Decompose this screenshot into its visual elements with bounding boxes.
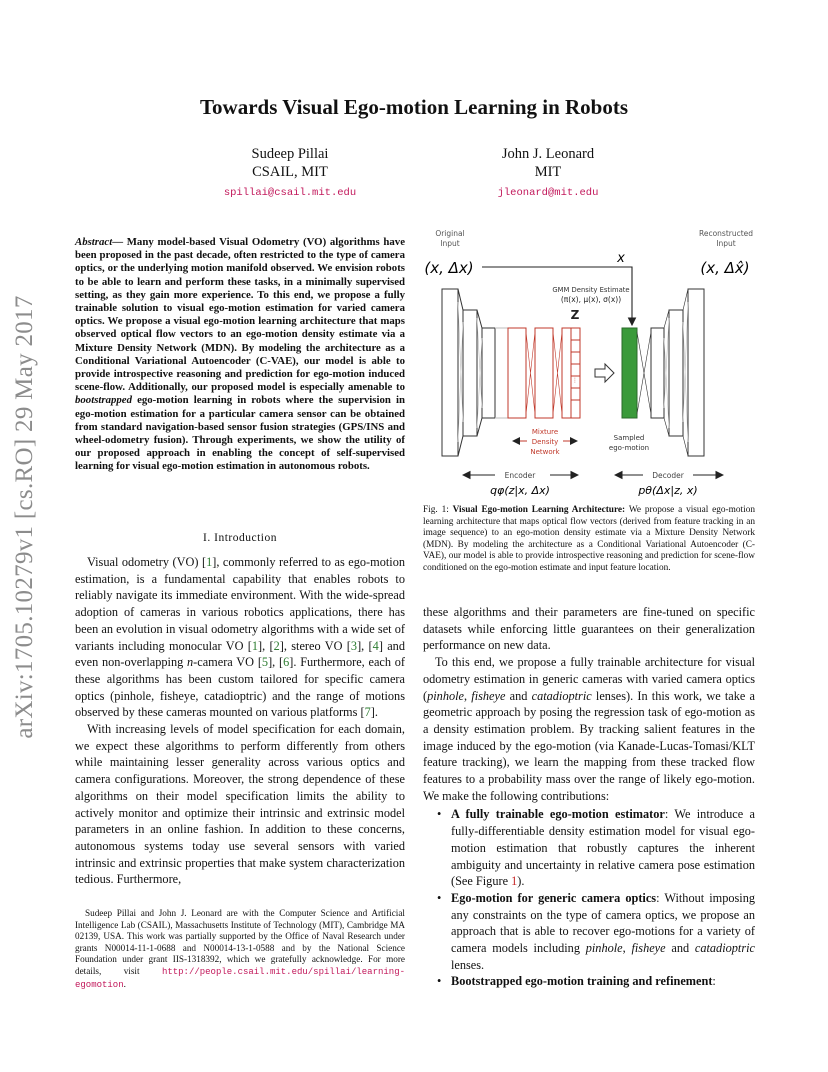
- author-block-1: [190, 145, 390, 202]
- text-run: ].: [370, 705, 378, 720]
- encoder-label: Encoder: [504, 471, 536, 480]
- citation-link[interactable]: 1: [206, 555, 213, 569]
- contributions-list: [423, 806, 755, 990]
- text-run: To this end, we propose a fully trainable architecture for visual odometry estimation in generic cameras with varied camera optics (: [423, 655, 755, 703]
- mixture-density-label: Mixture: [531, 428, 559, 436]
- figure-caption: [423, 505, 755, 575]
- footnote: [75, 908, 405, 991]
- intro-paragraph-3: these algorithms and their parameters are fine-tuned on specific datasets while enforcing little guarantees on their generalization performance on new data.: [423, 605, 755, 653]
- text-run: ]. Furthermore, each of these algorithms has been custom tailored for specific camera optics (pinhole, fisheye, catadioptric) and the range of motions observed by these cameras mounted on various platforms [: [75, 655, 406, 720]
- abstract-lead: Abstract: [75, 236, 113, 248]
- sampled-label: ego-motion: [608, 444, 650, 452]
- reconstructed-input-label: Reconstructed: [698, 229, 754, 238]
- footnote-url[interactable]: http://people.csail.mit.edu/spillai/learning-egomotion: [75, 966, 405, 990]
- abstract-emph: bootstrapped: [75, 394, 132, 407]
- sampled-label: Sampled: [613, 434, 645, 442]
- text-run: : Without imposing any constraints on the type of camera optics, we propose an approach that is able to recover ego-motions for a variety of camera models including: [451, 890, 755, 956]
- citation-link[interactable]: 5: [261, 655, 269, 670]
- citation-link[interactable]: 6: [283, 655, 290, 670]
- decoder-math: pθ(Δx|z, x): [638, 484, 698, 497]
- list-item: [423, 806, 755, 890]
- text-run: ], stereo VO [: [279, 638, 351, 653]
- text-run: catadioptric: [694, 941, 755, 956]
- gmm-label: GMM Density Estimate: [552, 286, 630, 294]
- text-run: Visual odometry (VO) [: [87, 555, 207, 569]
- caption-bold: Visual Ego-motion Learning Architecture:: [452, 505, 626, 515]
- citation-link[interactable]: 4: [372, 638, 379, 653]
- author-name: John J. Leonard: [501, 146, 595, 162]
- intro-column-2: [423, 604, 755, 990]
- text-run: n: [187, 655, 194, 670]
- mixture-density-label: Network: [530, 448, 560, 456]
- bullet-heading: Ego-motion for generic camera optics: [451, 890, 657, 905]
- text-run: pinhole: [585, 941, 623, 956]
- text-run: ,: [464, 688, 472, 703]
- intro-paragraph-1: [75, 554, 405, 721]
- text-run: ], [: [258, 638, 274, 653]
- arxiv-stamp: arXiv:1705.10279v1 [cs.RO] 29 May 2017: [11, 295, 38, 739]
- text-run: fisheye: [471, 688, 506, 703]
- section-heading: I. Introduction: [203, 532, 277, 544]
- citation-link[interactable]: 2: [273, 638, 280, 653]
- caption-text: We propose a visual ego-motion learning architecture that maps optical flow vectors (derived from feature tracking in an image sequence) to an ego-motion density estimate via a Mixture Density Network (MDN). By modeling the architecture as a Conditional Variational Autoencoder (C-VAE), our model is able to provide introspective reasoning and prediction for scene-flow conditioned on the ego-motion estimate and input feature location.: [423, 505, 755, 573]
- decoder-label: Decoder: [652, 471, 684, 480]
- author-email[interactable]: jleonard@mit.edu: [497, 187, 599, 199]
- original-input-label: Input: [440, 239, 460, 248]
- text-run: ).: [517, 874, 525, 889]
- abstract: [75, 236, 405, 474]
- architecture-figure: [415, 222, 760, 500]
- text-run: catadioptric: [531, 688, 592, 703]
- abstract-text-2: ego-motion learning in robots where the supervision in ego-motion estimation for a particular camera sensor can be obtained from standard navigation-based sensor fusion strategies (GPS/INS and wheel-odometry fusion). Through experiments, we show the utility of our proposed approach in enabling the concept of self-supervised learning for visual ego-motion estimation in autonomous robots.: [75, 394, 405, 473]
- author-block-2: [448, 145, 648, 202]
- encoder-layers: [442, 289, 508, 456]
- reconstructed-input-label: Input: [716, 239, 736, 248]
- text-run: ], [: [268, 655, 284, 670]
- text-run: -camera VO [: [193, 655, 262, 670]
- intro-paragraph-4: [423, 654, 755, 804]
- text-run: and: [665, 941, 695, 956]
- text-run: ], [: [357, 638, 373, 653]
- citation-link[interactable]: 7: [364, 705, 371, 720]
- abstract-dash: —: [112, 236, 127, 248]
- sample-arrow-icon: [595, 364, 614, 382]
- text-run: lenses.: [451, 957, 485, 972]
- mixture-density-label: Density: [531, 438, 559, 446]
- list-item: [423, 890, 755, 974]
- author-affiliation: MIT: [534, 164, 562, 180]
- text-run: ,: [622, 941, 632, 956]
- citation-link[interactable]: 3: [350, 638, 358, 653]
- text-run: ] and even non-overlapping: [75, 638, 405, 670]
- abstract-text-1: Many model-based Visual Odometry (VO) algorithms have been proposed in the past decade, often restricted to the type of camera optics, or the underlying motion manifold observed. We envision robots to be able to learn and perform these tasks, in a minimally supervised setting, as they gain more experience. To this end, we propose a fully trainable solution to visual ego-motion estimation for varied camera optics. We propose a visual ego-motion learning architecture that maps observed optical flow vectors to an ego-motion density estimate via a Mixture Density Network (MDN). By modeling the architecture as a Conditional Variational Autoencoder (C-VAE), our model is able to provide introspective reasoning and prediction for ego-motion induced scene-flow. Additionally, our proposed model is especially amenable to: [75, 236, 405, 394]
- citation-link[interactable]: 1: [251, 638, 259, 653]
- z-label: Z: [570, 308, 580, 322]
- original-input-label: Original: [435, 229, 465, 238]
- author-email[interactable]: spillai@csail.mit.edu: [223, 187, 357, 199]
- author-affiliation: CSAIL, MIT: [252, 164, 328, 180]
- intro-column-1: [75, 554, 405, 888]
- text-run: fisheye: [631, 941, 666, 956]
- input-math-label: (x, Δx): [424, 259, 474, 277]
- figure-ref-link[interactable]: 1: [511, 874, 518, 889]
- gmm-params: (π(x), μ(x), σ(x)): [560, 295, 622, 304]
- x-label: x: [617, 251, 625, 266]
- text-run: :: [712, 974, 716, 989]
- footnote-end: .: [123, 978, 126, 989]
- mdn-layers: [508, 328, 580, 418]
- decoder-layers: [637, 289, 704, 456]
- sampled-ego-motion-block: [622, 328, 637, 418]
- output-math-label: (x, Δx̂): [700, 259, 750, 277]
- list-item: [423, 973, 755, 990]
- mdn-dots: ⋮: [572, 377, 578, 384]
- bullet-heading: A fully trainable ego-motion estimator: [451, 807, 665, 822]
- text-run: and: [505, 688, 532, 703]
- text-run: pinhole: [427, 688, 464, 703]
- encoder-math: qφ(z|x, Δx): [490, 484, 550, 497]
- text-run: : We introduce a fully-differentiable density estimation model for visual ego-motion estimation that robustly captures the inherent ambiguity and uncertainty in relative camera pose estimation (See Figure: [451, 807, 755, 889]
- bullet-heading: Bootstrapped ego-motion training and refinement: [451, 974, 713, 989]
- author-name: Sudeep Pillai: [251, 146, 329, 162]
- caption-prefix: Fig. 1:: [423, 505, 453, 515]
- text-run: lenses). In this work, we take a geometric approach by posing the regression task of ego-motion as a density estimation problem. By tracking salient features in the image induced by the ego-motion (via Kanade-Lucas-Tomasi/KLT feature tracking), we learn the mapping from these tracked flow features to a probability mass over the range of likely ego-motion. We make the following contributions:: [423, 688, 756, 803]
- text-run: ], commonly referred to as ego-motion estimation, is a fundamental capability that enables robots to reliably navigate its immediate environment. With the wide-spread adoption of cameras in various robotics applications, there has been an evolution in visual odometry algorithms with a wide set of variants including monocular VO [: [75, 555, 405, 653]
- paper-title: Towards Visual Ego-motion Learning in Robots: [199, 95, 629, 119]
- footnote-text: Sudeep Pillai and John J. Leonard are with the Computer Science and Artificial Intelligence Lab (CSAIL), Massachusetts Institute of Technology (MIT), Cambridge MA 02139, USA. This work was partially supported by the Office of Naval Research under grants N00014-11-1-0688 and N00014-13-1-0588 and by the National Science Foundation under grant IIS-1318392, which we gratefully acknowledge. For more details, visit: [75, 908, 405, 976]
- intro-paragraph-2: With increasing levels of model specification for each domain, we expect these algorithms to perform differently from others while maintaining lesser generality across various optics and camera configurations. Moreover, the strong dependence of these algorithms on their model specification limits the ability to actively monitor and optimize their intrinsic and extrinsic model parameters in an online fashion. In addition to these concerns, autonomous systems today use several sensors with varied intrinsic and extrinsic properties that make system characterization tedious. Furthermore,: [75, 722, 405, 887]
